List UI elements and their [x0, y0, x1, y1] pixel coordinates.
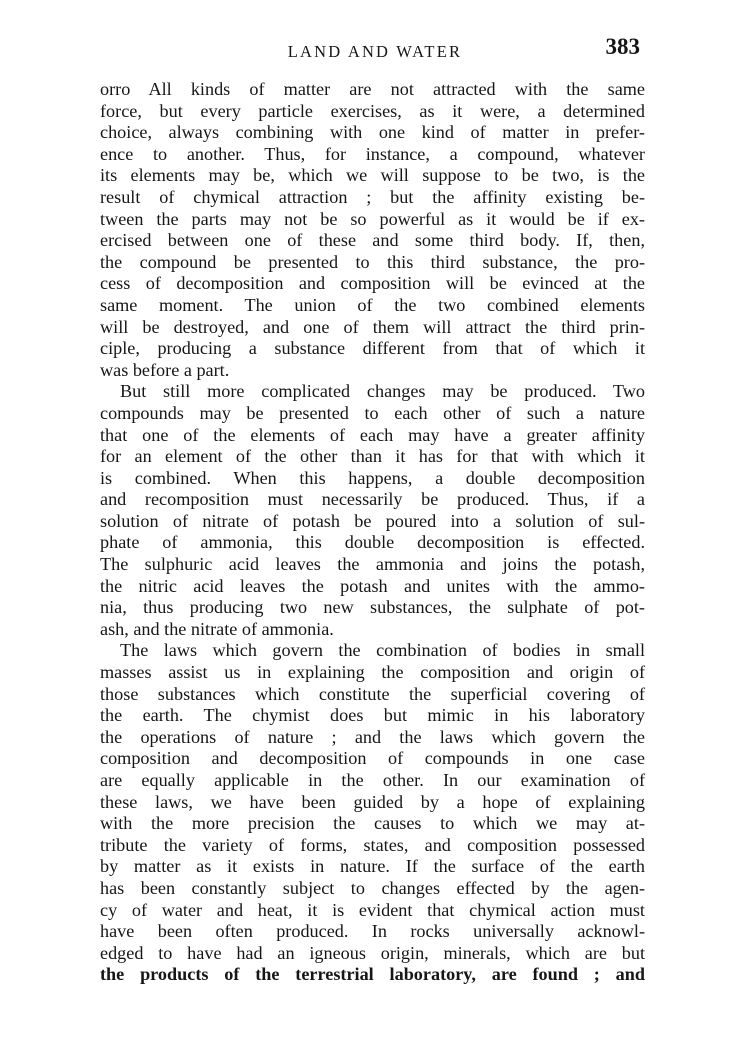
text-line: ash, and the nitrate of ammonia. [100, 618, 334, 639]
text-line: phate of ammonia, this double decomposition is effected. [100, 532, 645, 553]
paragraph [100, 381, 645, 640]
text-line: But still more complicated changes may be produced. Two [120, 381, 645, 402]
text-line: and recomposition must necessarily be produced. Thus, if a [100, 489, 645, 510]
text-line: force, but every particle exercises, as it were, a determined [100, 100, 645, 121]
text-line: these laws, we have been guided by a hope of explaining [100, 791, 645, 812]
text-line: are equally applicable in the other. In our examination of [100, 770, 645, 790]
text-line: by matter as it exists in nature. If the surface of the earth [100, 856, 645, 877]
text-line: the products of the terrestrial laboratory, are found ; and [100, 964, 645, 985]
text-line: has been constantly subject to changes effected by the agen- [100, 877, 645, 898]
text-line: for an element of the other than it has for that with which it [100, 446, 645, 467]
text-line: composition and decomposition of compounds in one case [100, 748, 645, 769]
text-line: cess of decomposition and composition will be evinced at the [100, 273, 645, 294]
text-line: result of chymical attraction ; but the affinity existing be- [100, 186, 645, 207]
text-line: that one of the elements of each may have a greater affinity [100, 424, 645, 445]
text-line: nia, thus producing two new substances, the sulphate of pot- [100, 597, 645, 618]
text-line: was before a part. [100, 359, 230, 380]
text-line: orro All kinds of matter are not attracted with the same [100, 79, 645, 99]
text-line: is combined. When this happens, a double decomposition [100, 467, 645, 488]
text-line: edged to have had an igneous origin, minerals, which are but [100, 942, 645, 963]
text-line: have been often produced. In rocks universally acknowl- [100, 921, 645, 942]
text-line: ciple, producing a substance different from that of which it [100, 338, 645, 359]
text-line: its elements may be, which we will suppose to be two, is the [100, 165, 645, 186]
text-line: the earth. The chymist does but mimic in his laboratory [100, 705, 645, 726]
text-line: masses assist us in explaining the composition and origin of [100, 662, 645, 683]
text-line: those substances which constitute the superficial covering of [100, 683, 645, 704]
paragraph [100, 640, 645, 986]
text-line: the operations of nature ; and the laws which govern the [100, 726, 645, 747]
paragraph [100, 79, 645, 381]
text-line: choice, always combining with one kind of matter in prefer- [100, 122, 645, 143]
page-number: 383 [605, 34, 640, 59]
running-title: LAND AND WATER [287, 42, 463, 61]
text-line: same moment. The union of the two combined elements [100, 294, 645, 315]
text-line: The sulphuric acid leaves the ammonia and joins the potash, [100, 554, 645, 575]
text-line: compounds may be presented to each other of such a nature [100, 402, 645, 423]
text-line: the nitric acid leaves the potash and unites with the ammo- [100, 575, 645, 596]
body-text [100, 79, 645, 986]
text-line: cy of water and heat, it is evident that chymical action must [100, 899, 645, 920]
text-line: The laws which govern the combination of bodies in small [120, 640, 645, 661]
text-line: ercised between one of these and some third body. If, then, [100, 230, 645, 251]
running-head [0, 34, 750, 70]
text-line: will be destroyed, and one of them will attract the third prin- [100, 316, 645, 337]
text-line: solution of nitrate of potash be poured into a solution of sul- [100, 510, 645, 531]
text-line: with the more precision the causes to which we may at- [100, 813, 645, 834]
text-line: tween the parts may not be so powerful as it would be if ex- [100, 208, 645, 229]
text-line: the compound be presented to this third substance, the pro- [100, 251, 645, 272]
text-line: ence to another. Thus, for instance, a compound, whatever [100, 143, 645, 164]
text-line: tribute the variety of forms, states, and composition possessed [100, 834, 645, 855]
